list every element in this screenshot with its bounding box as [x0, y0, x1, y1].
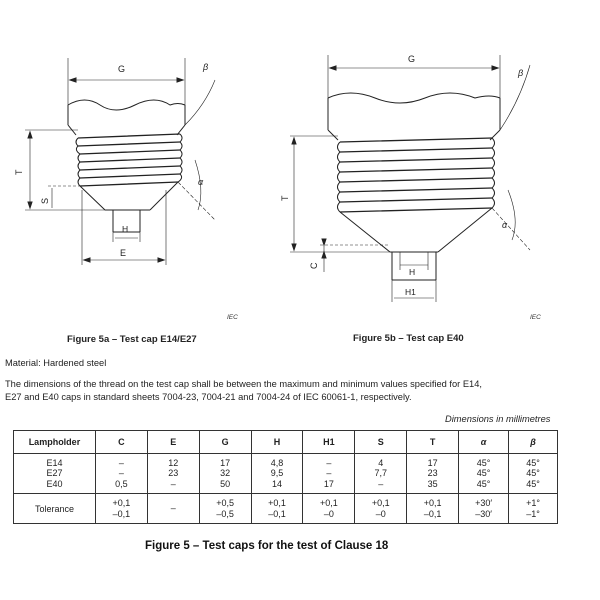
main-caption: Figure 5 – Test caps for the test of Clause 18	[145, 540, 389, 552]
value: –	[118, 468, 124, 479]
value: –0,1	[423, 508, 442, 519]
value: –0	[375, 508, 386, 519]
label-beta: β	[518, 68, 524, 78]
tol-s	[355, 494, 407, 524]
tol-c	[95, 494, 147, 524]
value: +0,5	[216, 498, 234, 508]
value: 45°	[526, 478, 540, 489]
label-H1: H1	[405, 287, 416, 297]
value: +0,1	[423, 498, 442, 508]
value: 23	[427, 468, 438, 479]
value: –	[378, 478, 384, 489]
value: 45°	[526, 457, 540, 468]
value: +0,1	[268, 498, 286, 508]
value: 4	[378, 457, 384, 468]
cell-lampholders	[14, 454, 96, 494]
value: 17	[323, 478, 334, 489]
label-E: E	[120, 248, 127, 258]
value: 50	[220, 478, 231, 489]
cell-e	[147, 454, 199, 494]
cell-beta	[509, 454, 558, 494]
cell-t	[407, 454, 459, 494]
value: +0,1	[371, 498, 390, 508]
value: 35	[427, 478, 438, 489]
value: 45°	[476, 457, 491, 468]
header-h1: H1	[303, 431, 355, 454]
header-lampholder: Lampholder	[14, 431, 96, 454]
value: 45°	[476, 468, 491, 479]
value: –0,5	[216, 508, 234, 519]
cell-h1	[303, 454, 355, 494]
value: +1°	[526, 498, 540, 508]
lampholder-e40: E40	[46, 478, 63, 489]
figure-5a-drawing	[0, 50, 260, 280]
value: +0,1	[112, 498, 131, 508]
label-T: T	[14, 169, 24, 175]
cell-alpha	[459, 454, 509, 494]
value: –	[326, 457, 332, 468]
label-G: G	[118, 64, 126, 74]
value: 17	[427, 457, 438, 468]
value: 45°	[526, 468, 540, 479]
dimensions-note: Dimensions in millimetres	[445, 414, 551, 424]
label-alpha: α	[502, 220, 508, 230]
label-S: S	[40, 197, 50, 204]
tol-alpha	[459, 494, 509, 524]
table-header-row	[14, 431, 558, 454]
label-T: T	[280, 195, 290, 201]
lampholder-e14: E14	[46, 457, 63, 468]
value: –0,1	[112, 508, 131, 519]
tol-h1	[303, 494, 355, 524]
figure-5a-caption: Figure 5a – Test cap E14/E27	[67, 334, 197, 345]
tol-beta	[509, 494, 558, 524]
cell-c	[95, 454, 147, 494]
header-c: C	[95, 431, 147, 454]
header-t: T	[407, 431, 459, 454]
value: 45°	[476, 478, 491, 489]
table-row-values	[14, 454, 558, 494]
label-alpha: α	[198, 177, 204, 187]
cell-s	[355, 454, 407, 494]
figure-5b-drawing	[280, 40, 580, 315]
header-h: H	[251, 431, 303, 454]
value: –	[326, 468, 332, 479]
value: 12	[168, 457, 179, 468]
header-e: E	[147, 431, 199, 454]
material-text: Material: Hardened steel	[5, 358, 107, 368]
paragraph-line-1: The dimensions of the thread on the test cap shall be between the maximum and minimum values specified for E14,	[5, 379, 482, 389]
label-C: C	[309, 262, 319, 269]
header-s: S	[355, 431, 407, 454]
label-H: H	[409, 267, 416, 277]
tol-g	[199, 494, 251, 524]
header-g: G	[199, 431, 251, 454]
value: 0,5	[115, 478, 128, 489]
value: –0	[323, 508, 334, 519]
label-beta: β	[203, 62, 209, 72]
value: –0,1	[268, 508, 286, 519]
iec-mark-b: IEC	[530, 314, 541, 321]
label-H: H	[122, 224, 129, 234]
value: 23	[168, 468, 179, 479]
label-G: G	[408, 54, 416, 64]
value: 7,7	[374, 468, 388, 479]
tol-h	[251, 494, 303, 524]
dimensions-table	[13, 430, 558, 524]
figure-5b-caption: Figure 5b – Test cap E40	[353, 333, 464, 344]
tol-e	[147, 494, 199, 524]
value: 4,8	[270, 457, 284, 468]
value: –30′	[475, 508, 492, 519]
tolerance-label: Tolerance	[14, 494, 96, 524]
value: –	[118, 457, 124, 468]
paragraph-line-2: E27 and E40 caps in standard sheets 7004-23, 7004-21 and 7004-24 of IEC 60061-1, respectively.	[5, 392, 412, 402]
table-row-tolerance	[14, 494, 558, 524]
cell-g	[199, 454, 251, 494]
value: –	[170, 478, 176, 489]
iec-mark-a: IEC	[227, 314, 238, 321]
value: 14	[272, 478, 283, 489]
value: 9,5	[270, 468, 284, 479]
value: 32	[220, 468, 231, 479]
header-alpha: α	[459, 431, 509, 454]
value: 17	[220, 457, 231, 468]
value: –	[170, 503, 176, 514]
header-beta: β	[509, 431, 558, 454]
value: +0,1	[320, 498, 338, 508]
tol-t	[407, 494, 459, 524]
value: +30′	[475, 498, 493, 508]
lampholder-e27: E27	[46, 468, 63, 479]
value: –1°	[526, 508, 540, 519]
cell-h	[251, 454, 303, 494]
